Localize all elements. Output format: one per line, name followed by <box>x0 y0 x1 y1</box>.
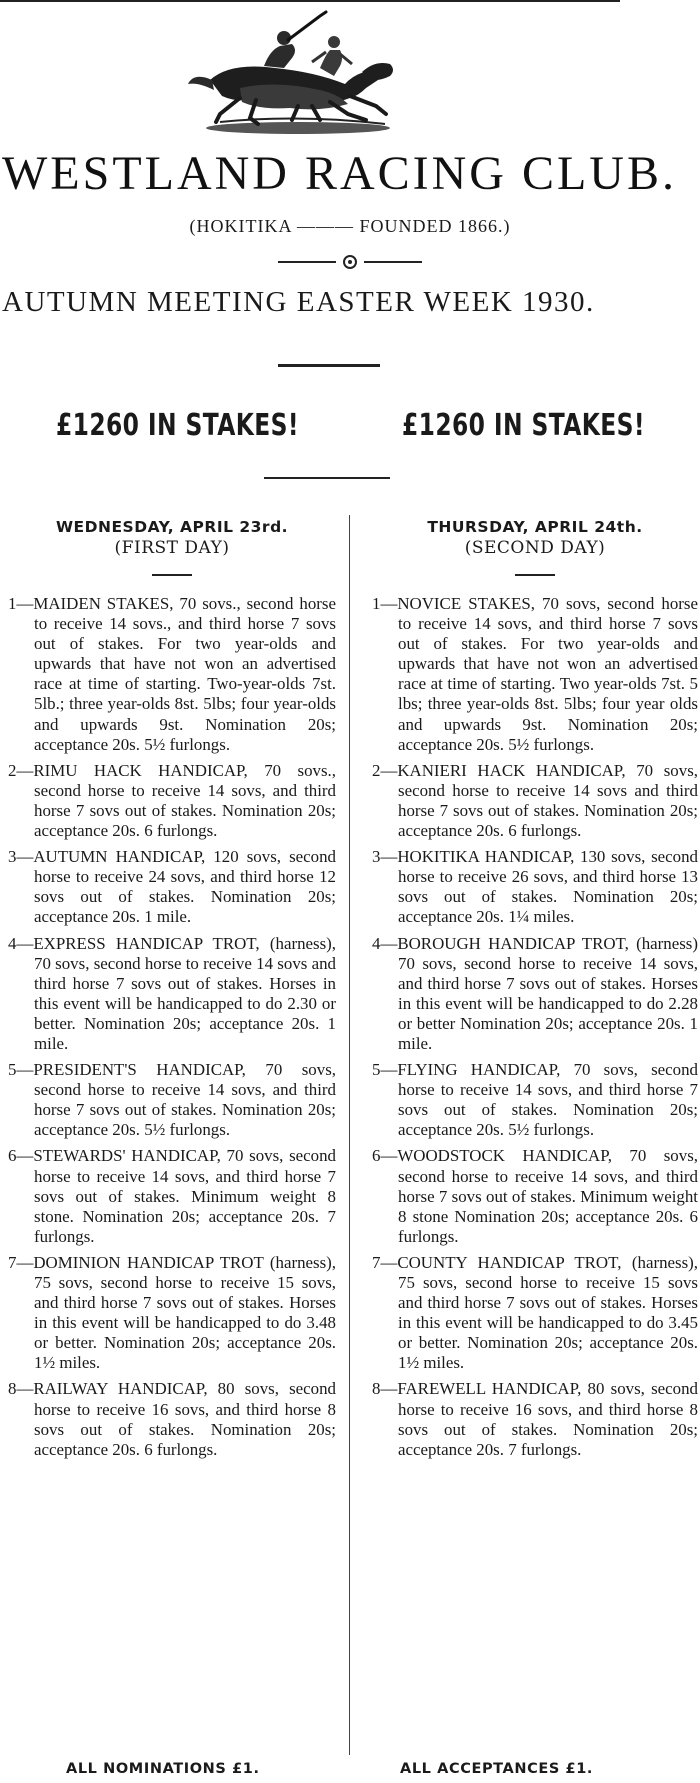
race-text: RIMU HACK HANDICAP, 70 sovs., second horse to receive 14 sovs, and third horse 7 sovs out of stakes. Nomination 20s; acceptance 20s. 6 furlongs. <box>33 760 336 841</box>
day-heading: THURSDAY, APRIL 24th. <box>427 518 643 536</box>
race-item <box>8 761 336 841</box>
race-text: AUTUMN HANDICAP, 120 sovs, second horse to receive 24 sovs, and third horse 12 sovs out of stakes. Nomination 20s; acceptance 20s. 1 mile. <box>33 847 336 927</box>
race-number: 6— <box>8 1146 34 1166</box>
race-text: MAIDEN STAKES, 70 sovs., second horse to receive 14 sovs., and third horse 7 sovs out of stakes. For two year-olds and upwards that have not won an advertised race at time of starting. Two-year-olds 7st. 5lb.; three year-olds 8st. 5lbs; four year-olds and upwards 9st. Nomination 20s; acceptance 20s. 5½ furlongs. <box>33 594 336 754</box>
racehorse-jockey-icon <box>180 10 420 160</box>
race-item <box>372 1253 698 1374</box>
day-subheading: (FIRST DAY) <box>114 538 230 558</box>
day-rule <box>515 574 555 576</box>
race-item <box>8 1379 336 1459</box>
race-number: 5— <box>8 1060 34 1080</box>
race-number: 3— <box>8 847 34 867</box>
race-text: EXPRESS HANDICAP TROT, (harness), 70 sovs, second horse to receive 14 sovs and third horse 7 sovs out of stakes. Horses in this event will be handicapped to do 2.30 or better. Nomination 20s; acceptance 20s. 1 mile. <box>33 933 336 1053</box>
race-item <box>372 594 698 755</box>
race-text: STEWARDS' HANDICAP, 70 sovs, second horse to receive 14 sovs, and third horse 7 sovs out of stakes. Minimum weight 8 stone. Nomination 20s; acceptance 20s. 7 furlongs. <box>33 1146 336 1246</box>
race-number: 1— <box>8 594 34 613</box>
race-item <box>372 761 698 841</box>
race-number: 7— <box>372 1252 398 1272</box>
stakes-banner-right: £1260 IN STAKES! <box>402 408 645 443</box>
race-number: 3— <box>372 847 398 867</box>
day-column-first <box>8 518 336 1466</box>
founded-line: (HOKITIKA ——— FOUNDED 1866.) <box>189 216 511 236</box>
race-item <box>8 847 336 927</box>
divider-rule <box>278 364 380 367</box>
day-heading: WEDNESDAY, APRIL 23rd. <box>55 518 289 536</box>
race-item <box>8 934 336 1055</box>
race-item <box>372 1379 698 1459</box>
race-number: 8— <box>372 1379 398 1399</box>
race-item <box>8 1060 336 1140</box>
meeting-title: AUTUMN MEETING EASTER WEEK 1930. <box>2 286 595 318</box>
race-number: 1— <box>372 594 398 613</box>
ornament-divider-icon <box>270 252 430 272</box>
race-text: WOODSTOCK HANDICAP, 70 sovs, second horse to receive 14 sovs, and third horse 7 sovs out of stakes. Minimum weight 8 stone Nomination 20s; acceptance 20s. 6 furlongs. <box>397 1146 698 1246</box>
race-text: NOVICE STAKES, 70 sovs, second horse to receive 14 sovs, and third horse 7 sovs out of stakes. For two year-olds and upwards that have not won an advertised race at time of starting. Two year-olds 7st. 5 lbs; three year-olds 8st. 5lbs; four year olds and upwards 9st. Nomination 20s; acceptance 20s. 5½ furlongs. <box>397 594 698 754</box>
race-item <box>372 934 698 1055</box>
race-number: 7— <box>8 1252 34 1272</box>
top-rule <box>0 0 620 2</box>
race-text: HOKITIKA HANDICAP, 130 sovs, second horse to receive 26 sovs, and third horse 13 sovs out of stakes. Nomination 20s; acceptance 20s. 1¼ miles. <box>397 847 698 927</box>
divider-rule <box>264 477 390 479</box>
day-rule <box>152 574 192 576</box>
race-text: DOMINION HANDICAP TROT (harness), 75 sovs, second horse to receive 15 sovs, and third horse 7 sovs out of stakes. Horses in this event will be handicapped to do 3.48 or better. Nomination 20s; acceptance 20s. 1½ miles. <box>33 1252 336 1373</box>
club-name: WESTLAND RACING CLUB. <box>2 147 677 200</box>
race-text: FLYING HANDICAP, 70 sovs, second horse to receive 14 sovs, and third horse 7 sovs out of stakes. Nomination 20s; acceptance 20s. 5½ furlongs. <box>397 1060 698 1140</box>
stakes-banner-left: £1260 IN STAKES! <box>56 408 299 443</box>
race-item <box>372 847 698 927</box>
race-item <box>372 1146 698 1246</box>
race-text: BOROUGH HANDICAP TROT, (harness) 70 sovs, second horse to receive 14 sovs, and third horse 7 sovs out of stakes. Horses in this event will be handicapped to do 2.28 or better Nomination 20s; acceptance 20s. 1 mile. <box>397 933 698 1053</box>
race-text: RAILWAY HANDICAP, 80 sovs, second horse to receive 16 sovs, and third horse 8 sovs out of stakes. Nomination 20s; acceptance 20s. 6 furlongs. <box>33 1379 336 1459</box>
day-subheading: (SECOND DAY) <box>464 538 606 558</box>
race-number: 6— <box>372 1146 398 1166</box>
column-divider <box>349 515 350 1755</box>
race-number: 2— <box>372 760 398 780</box>
race-item <box>372 1060 698 1140</box>
race-number: 4— <box>372 933 398 953</box>
race-text: FAREWELL HANDICAP, 80 sovs, second horse to receive 16 sovs, and third horse 8 sovs out of stakes. Nomination 20s; acceptance 20s. 7 furlongs. <box>397 1379 698 1459</box>
race-text: COUNTY HANDICAP TROT, (harness), 75 sovs, second horse to receive 15 sovs and third horse 7 sovs out of stakes. Horses in this event will be handicapped to do 3.45 or better. Nomination 20s; acceptance 20s. 1½ miles. <box>397 1252 698 1373</box>
race-item <box>8 1146 336 1246</box>
race-number: 5— <box>372 1060 398 1080</box>
race-list <box>8 594 336 1460</box>
footer-nominations: ALL NOMINATIONS £1. <box>66 1761 260 1777</box>
race-item <box>8 1253 336 1374</box>
day-column-second <box>372 518 698 1466</box>
race-number: 2— <box>8 760 34 780</box>
race-text: PRESIDENT'S HANDICAP, 70 sovs, second horse to receive 14 sovs, and third horse 7 sovs out of stakes. Nomination 20s; acceptance 20s. 5½ furlongs. <box>33 1060 336 1140</box>
race-list <box>372 594 698 1460</box>
race-text: KANIERI HACK HANDICAP, 70 sovs, second horse to receive 14 sovs and third horse 7 sovs out of stakes. Nomination 20s; acceptance 20s. 6 furlongs. <box>397 760 698 841</box>
race-number: 4— <box>8 933 34 953</box>
race-number: 8— <box>8 1379 34 1399</box>
race-item <box>8 594 336 755</box>
footer-acceptances: ALL ACCEPTANCES £1. <box>400 1761 594 1777</box>
